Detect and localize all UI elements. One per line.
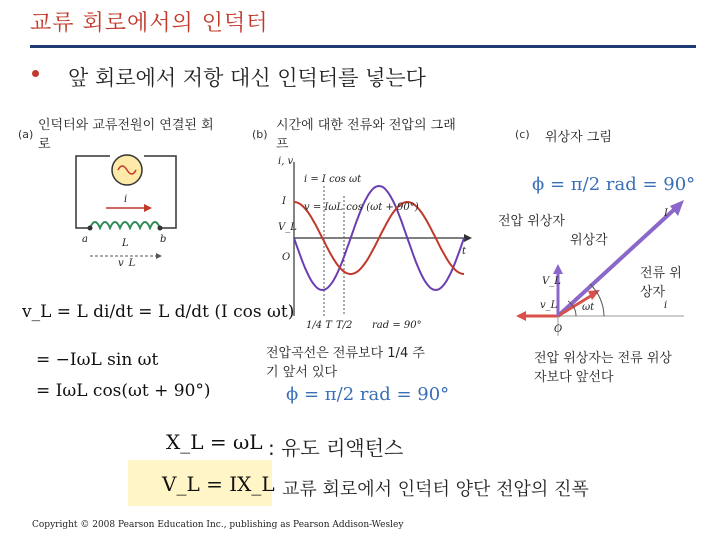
graph-axis-label: i, v	[278, 156, 294, 167]
circuit-current-label: i	[124, 194, 128, 205]
derivation-line-1: v_L = L di/dt = L d/dt (I cos ωt)	[22, 302, 295, 322]
voltage-amplitude-equation: V_L = IX_L	[162, 472, 275, 496]
panel-b-caption: 시간에 대한 전류와 전압의 그래프	[276, 118, 456, 152]
graph-quarter-label: 1/4 T	[306, 320, 332, 331]
reactance-label: : 유도 리액턴스	[268, 436, 404, 460]
voltage-amplitude-label: 교류 회로에서 인덕터 양단 전압의 진폭	[282, 479, 589, 500]
bullet-marker	[32, 70, 39, 77]
graph-i-label: I	[282, 196, 286, 207]
phasor-vl-lower-label: v_L	[540, 300, 558, 311]
circuit-inductor-label: L	[122, 238, 129, 249]
page-title: 교류 회로에서의 인덕터	[30, 11, 269, 36]
circuit-node-b: b	[160, 234, 167, 245]
title-divider	[30, 45, 696, 48]
circuit-voltage-label: v_L	[118, 258, 136, 268]
graph-voltage-eq: v = IωL cos (ωt + 90°)	[304, 202, 419, 213]
phasor-i-label: I	[664, 208, 668, 219]
derivation-line-2: = −IωL sin ωt	[36, 350, 159, 370]
graph-t-label: t	[462, 246, 467, 257]
panel-a-caption: 인덕터와 교류전원이 연결된 회로	[38, 118, 214, 152]
voltage-phasor-note: 전압 위상자	[498, 214, 565, 229]
bullet-text: 앞 회로에서 저항 대신 인덕터를 넣는다	[68, 66, 426, 90]
panel-b-tag: (b)	[252, 128, 268, 141]
phasor-wt-label: ωt	[582, 302, 595, 313]
derivation-line-3: = IωL cos(ωt + 90°)	[36, 381, 211, 401]
current-voltage-graph	[276, 156, 476, 336]
phasor-origin-label: O	[554, 324, 563, 335]
copyright-footer: Copyright © 2008 Pearson Education Inc., publishing as Pearson Addison-Wesley	[32, 520, 404, 530]
phasor-vl-label: V_L	[542, 276, 561, 287]
circuit-node-a: a	[82, 234, 88, 245]
panel-a-tag: (a)	[18, 128, 34, 141]
current-phasor-note: 전류 위상자	[640, 266, 682, 300]
phasor-leads-note: 전압 위상자는 전류 위상자보다 앞선다	[534, 351, 672, 385]
graph-origin-label: O	[282, 252, 291, 263]
reactance-equation: X_L = ωL	[166, 430, 263, 454]
graph-rad-label: rad = 90°	[372, 320, 422, 331]
phasor-i-lower-label: i	[664, 300, 668, 311]
voltage-leads-note: 전압곡선은 전류보다 1/4 주기 앞서 있다	[266, 346, 425, 380]
graph-half-label: T/2	[336, 320, 353, 331]
panel-c-tag: (c)	[515, 128, 530, 141]
inductor-circuit-diagram	[60, 148, 190, 268]
middle-phi-equation: ϕ = π/2 rad = 90°	[286, 384, 450, 405]
phasor-phi-equation: ϕ = π/2 rad = 90°	[532, 174, 696, 195]
graph-current-eq: i = I cos ωt	[304, 174, 362, 185]
graph-vl-label: V_L	[278, 222, 297, 233]
phase-angle-note: 위상각	[570, 233, 608, 248]
panel-c-caption: 위상자 그림	[545, 130, 612, 145]
